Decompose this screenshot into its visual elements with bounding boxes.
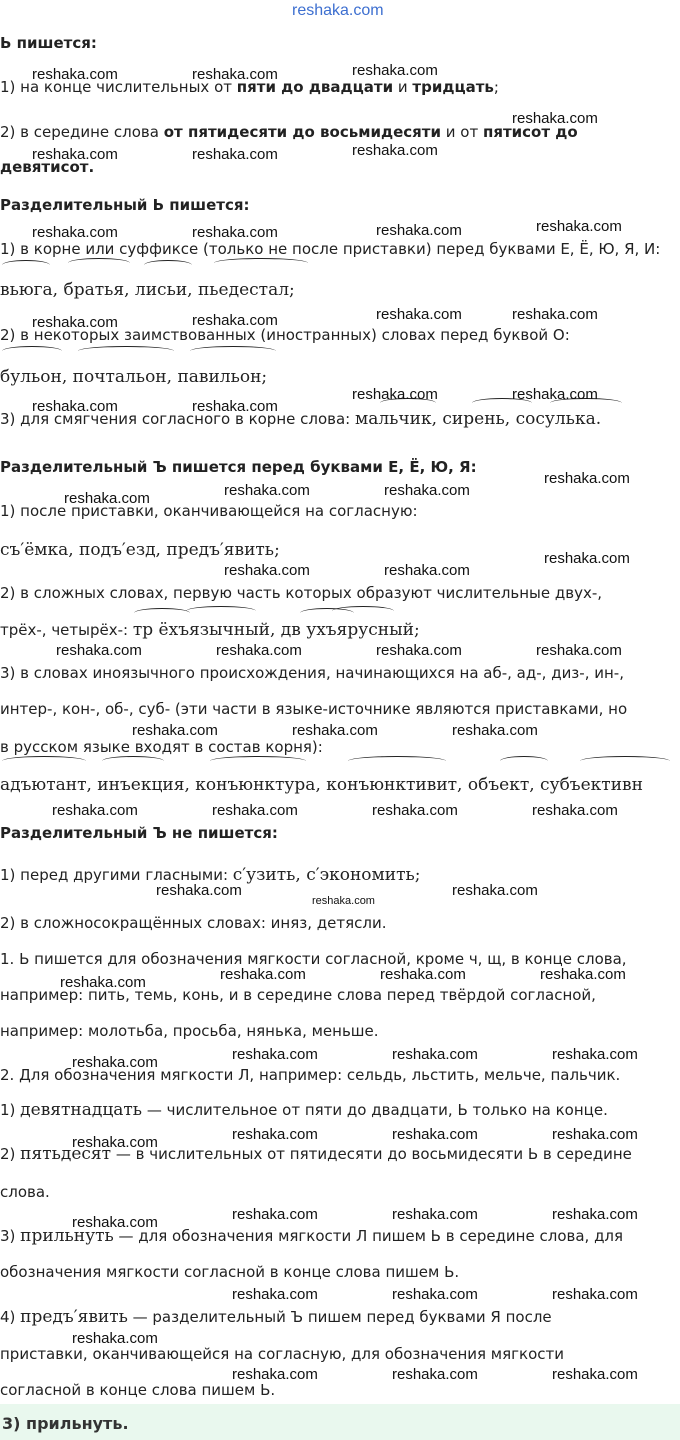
example-word: тр ёхъязычный, дв ухъярусный; — [132, 620, 420, 640]
watermark: reshaka.com — [232, 1206, 318, 1223]
example-words: бульон, почтальон, павильон; — [0, 367, 268, 387]
watermark: reshaka.com — [512, 110, 598, 127]
example-word: пятьдесят — [20, 1144, 112, 1164]
watermark: reshaka.com — [72, 1054, 158, 1071]
text-fragment: 2) в середине слова — [0, 123, 164, 141]
example-word: девятнадцать — [20, 1100, 143, 1120]
watermark: reshaka.com — [216, 642, 302, 659]
watermark: reshaka.com — [56, 642, 142, 659]
watermark: reshaka.com — [512, 306, 598, 323]
watermark: reshaka.com — [156, 882, 242, 899]
text-fragment: ; — [493, 78, 499, 96]
watermark: reshaka.com — [376, 306, 462, 323]
watermark: reshaka.com — [384, 562, 470, 579]
text-line: слова. — [0, 1183, 50, 1201]
watermark: reshaka.com — [232, 1286, 318, 1303]
watermark: reshaka.com — [232, 1126, 318, 1143]
watermark: reshaka.com — [220, 966, 306, 983]
text-fragment: 1) — [0, 1101, 21, 1119]
watermark: reshaka.com — [392, 1286, 478, 1303]
text-line: обозначения мягкости согласной в конце слова пишем Ь. — [0, 1263, 460, 1281]
text-line — [0, 1308, 552, 1326]
example-word: прильнуть — [20, 1226, 114, 1246]
text-fragment: — для обозначения мягкости Л пишем Ь в середине слова, для — [113, 1227, 624, 1245]
watermark: reshaka.com — [72, 1214, 158, 1231]
text-fragment: от пятидесяти до восьмидесяти — [163, 123, 441, 141]
text-fragment: 1) на конце числительных от — [0, 78, 237, 96]
watermark: reshaka.com — [384, 482, 470, 499]
root-arc-mark — [68, 258, 130, 268]
root-arc-mark — [134, 608, 190, 618]
root-arc-mark — [210, 756, 306, 766]
text-fragment: тридцать — [412, 78, 494, 96]
watermark: reshaka.com — [292, 2, 384, 19]
watermark: reshaka.com — [64, 490, 150, 507]
text-line: например: пить, темь, конь, и в середине слова перед твёрдой согласной, — [0, 986, 596, 1004]
root-arc-mark — [2, 260, 50, 270]
watermark: reshaka.com — [32, 314, 118, 331]
text-line: 2. Для обозначения мягкости Л, например: сельдь, льстить, мельче, пальчик. — [0, 1066, 621, 1084]
text-line: интер-, кон-, об-, суб- (эти части в языке-источнике являются приставками, но — [0, 700, 628, 718]
watermark: reshaka.com — [392, 1366, 478, 1383]
text-line — [0, 123, 578, 141]
text-line: 2) в некоторых заимствованных (иностранных) словах перед буквой О: — [0, 326, 570, 344]
text-fragment: пяти до двадцати — [236, 78, 394, 96]
root-arc-mark — [2, 346, 62, 356]
watermark: reshaka.com — [192, 224, 278, 241]
watermark: reshaka.com — [380, 966, 466, 983]
watermark: reshaka.com — [536, 218, 622, 235]
watermark: reshaka.com — [52, 802, 138, 819]
example-words: съ′ёмка, подъ′езд, предъ′явить; — [0, 540, 280, 560]
text-fragment: 1) перед другими гласными: — [0, 866, 233, 884]
root-arc-mark — [580, 756, 670, 766]
answer-text: 3) прильнуть. — [2, 1414, 129, 1433]
text-fragment: и — [393, 78, 413, 96]
watermark: reshaka.com — [352, 386, 438, 403]
text-fragment: и от — [441, 123, 483, 141]
text-fragment: — разделительный Ъ пишем перед буквами Я после — [127, 1308, 552, 1326]
watermark: reshaka.com — [552, 1126, 638, 1143]
watermark: reshaka.com — [312, 895, 375, 907]
text-fragment: трёх-, четырёх-: — [0, 621, 133, 639]
watermark: reshaka.com — [512, 386, 598, 403]
watermark: reshaka.com — [552, 1286, 638, 1303]
text-line: 1) в корне или суффиксе (только не после приставки) перед буквами Е, Ё, Ю, Я, И: — [0, 240, 661, 258]
root-arc-mark — [500, 756, 548, 766]
watermark: reshaka.com — [376, 642, 462, 659]
watermark: reshaka.com — [224, 482, 310, 499]
section-heading: Разделительный Ъ пишется перед буквами Е, Ё, Ю, Я: — [0, 458, 477, 476]
text-line: в русском языке входят в состав корня): — [0, 738, 323, 756]
watermark: reshaka.com — [452, 882, 538, 899]
text-fragment: — в числительных от пятидесяти до восьмидесяти Ь в середине — [111, 1145, 632, 1163]
example-words: вьюга, братья, лисьи, пьедестал; — [0, 280, 295, 300]
watermark: reshaka.com — [536, 642, 622, 659]
watermark: reshaka.com — [544, 550, 630, 567]
watermark: reshaka.com — [32, 224, 118, 241]
watermark: reshaka.com — [540, 966, 626, 983]
watermark: reshaka.com — [32, 66, 118, 83]
root-arc-mark — [332, 606, 394, 616]
watermark: reshaka.com — [392, 1206, 478, 1223]
text-fragment: — числительное от пяти до двадцати, Ь только на конце. — [142, 1101, 608, 1119]
watermark: reshaka.com — [132, 722, 218, 739]
text-line: приставки, оканчивающейся на согласную, для обозначения мягкости — [0, 1345, 564, 1363]
text-line — [0, 621, 420, 639]
text-fragment: 4) — [0, 1308, 21, 1326]
text-fragment: 3) — [0, 1227, 21, 1245]
watermark: reshaka.com — [392, 1046, 478, 1063]
root-arc-mark — [214, 258, 308, 268]
watermark: reshaka.com — [32, 398, 118, 415]
watermark: reshaka.com — [544, 470, 630, 487]
watermark: reshaka.com — [232, 1366, 318, 1383]
text-fragment: пятисот до — [482, 123, 578, 141]
text-line — [0, 1101, 608, 1119]
root-arc-mark — [2, 756, 86, 766]
root-arc-mark — [144, 260, 192, 270]
example-word: с′узить, с′экономить; — [232, 865, 421, 885]
answer-box — [0, 1404, 680, 1440]
text-line: согласной в конце слова пишем Ь. — [0, 1381, 276, 1399]
watermark: reshaka.com — [192, 312, 278, 329]
watermark: reshaka.com — [552, 1206, 638, 1223]
watermark: reshaka.com — [352, 62, 438, 79]
root-arc-mark — [190, 346, 276, 356]
example-word: мальчик, сирень, сосулька. — [355, 409, 602, 429]
watermark: reshaka.com — [192, 66, 278, 83]
watermark: reshaka.com — [32, 146, 118, 163]
watermark: reshaka.com — [376, 222, 462, 239]
text-line: 1) после приставки, оканчивающейся на согласную: — [0, 502, 418, 520]
watermark: reshaka.com — [292, 722, 378, 739]
watermark: reshaka.com — [192, 398, 278, 415]
watermark: reshaka.com — [224, 562, 310, 579]
watermark: reshaka.com — [72, 1330, 158, 1347]
section-heading: девятисот. — [0, 158, 95, 176]
text-line: 1. Ь пишется для обозначения мягкости согласной, кроме ч, щ, в конце слова, — [0, 950, 627, 968]
root-arc-mark — [102, 756, 164, 766]
root-arc-mark — [78, 346, 174, 356]
text-line: 2) в сложносокращённых словах: иняз, детясли. — [0, 914, 387, 932]
watermark: reshaka.com — [72, 1134, 158, 1151]
watermark: reshaka.com — [532, 802, 618, 819]
watermark: reshaka.com — [452, 722, 538, 739]
text-line: 2) в сложных словах, первую часть которых образуют числительные двух-, — [0, 584, 603, 602]
root-arc-mark — [186, 606, 256, 616]
watermark: reshaka.com — [372, 802, 458, 819]
example-words: адъютант, инъекция, конъюнктура, конъюнктивит, объект, субъективн — [0, 775, 643, 795]
text-line: например: молотьба, просьба, нянька, меньше. — [0, 1022, 379, 1040]
watermark: reshaka.com — [552, 1366, 638, 1383]
watermark: reshaka.com — [392, 1126, 478, 1143]
text-fragment: 3) для смягчения согласного в корне слова: — [0, 410, 355, 428]
watermark: reshaka.com — [352, 142, 438, 159]
example-word: предъ′явить — [20, 1307, 128, 1327]
text-fragment: 2) — [0, 1145, 21, 1163]
text-line: 3) в словах иноязычного происхождения, начинающихся на аб-, ад-, диз-, ин-, — [0, 664, 624, 682]
watermark: reshaka.com — [60, 974, 146, 991]
section-heading: Ь пишется: — [0, 34, 97, 52]
watermark: reshaka.com — [552, 1046, 638, 1063]
watermark: reshaka.com — [192, 146, 278, 163]
watermark: reshaka.com — [232, 1046, 318, 1063]
section-heading: Разделительный Ь пишется: — [0, 196, 250, 214]
watermark: reshaka.com — [212, 802, 298, 819]
section-heading: Разделительный Ъ не пишется: — [0, 824, 278, 842]
root-arc-mark — [348, 756, 446, 766]
